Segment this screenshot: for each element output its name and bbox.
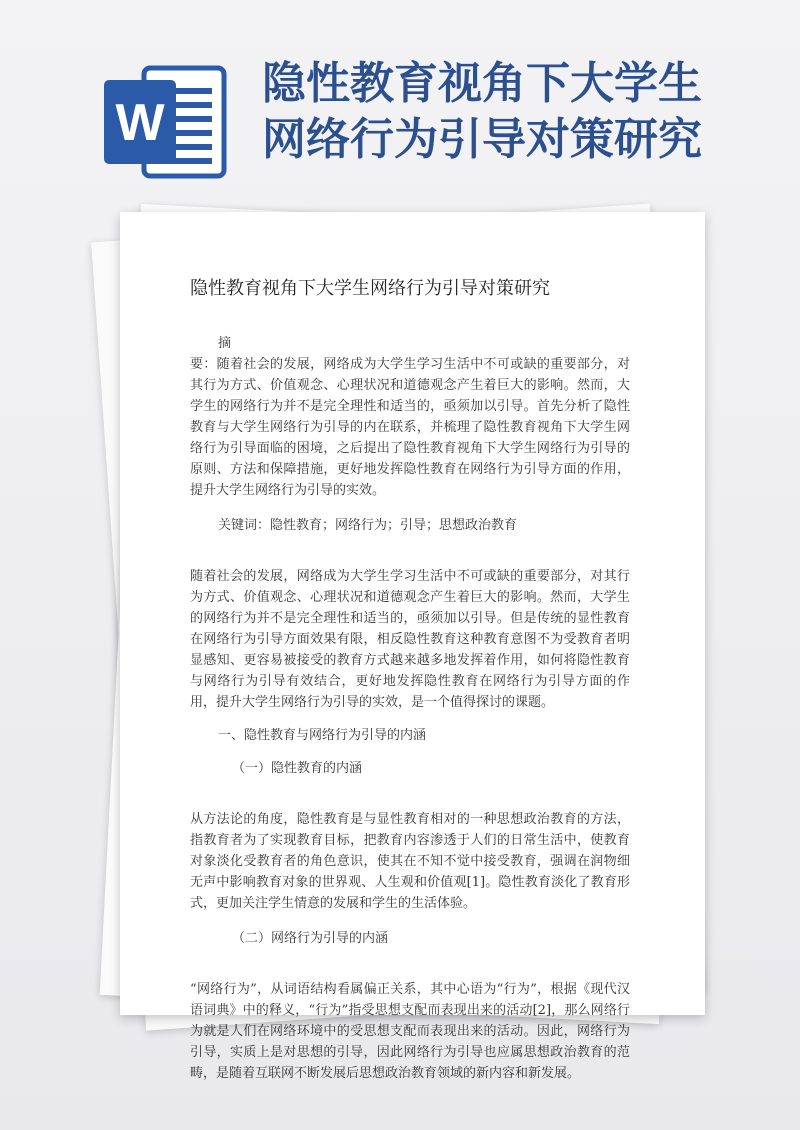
document-title: 隐性教育视角下大学生网络行为引导对策研究 xyxy=(190,278,550,299)
header-title xyxy=(262,56,782,168)
header-title-line-1: 隐性教育视角下大学生 xyxy=(262,58,702,109)
subsection-heading-1: （一）隐性教育的内涵 xyxy=(232,761,363,776)
subsection-paragraph-1: 从方法论的角度，隐性教育是与显性教育相对的一种思想政治教育的方法，指教育者为了实现教育目标，把教育内容渗透于人们的日常生活中，使教育对象淡化受教育者的角色意识，使其在不知不觉中接受教育，强调在润物细无声中影响教育对象的世界观、人生观和价值观[1]。隐性教育淡化了教育形式，更加关注学生情意的发展和学生的生活体验。 xyxy=(190,812,630,911)
abstract-text: 要：随着社会的发展，网络成为大学生学习生活中不可或缺的重要部分，对其行为方式、价值观念、心理状况和道德观念产生着巨大的影响。然而，大学生的网络行为并不是完全理性和适当的，亟须加以引导。首先分析了隐性教育与大学生网络行为引导的内在联系，并梳理了隐性教育视角下大学生网络行为引导面临的困境，之后提出了隐性教育视角下大学生网络行为引导的原则、方法和保障措施，更好地发挥隐性教育在网络行为引导方面的作用，提升大学生网络行为引导的实效。 xyxy=(190,357,630,498)
keywords: 关键词：隐性教育；网络行为；引导；思想政治教育 xyxy=(218,518,518,533)
header-title-line-2: 网络行为引导对策研究 xyxy=(262,114,702,165)
intro-paragraph: 随着社会的发展，网络成为大学生学习生活中不可或缺的重要部分，对其行为方式、价值观念、心理状况和道德观念产生着巨大的影响。然而，大学生的网络行为并不是完全理性和适当的，亟须加以引导。但是传统的显性教育在网络行为引导方面效果有限，相反隐性教育这种教育意图不为受教育者明显感知、更容易被接受的教育方式越来越多地发挥着作用，如何将隐性教育与网络行为引导有效结合，更好地发挥隐性教育在网络行为引导方面的作用，提升大学生网络行为引导的实效，是一个值得探讨的课题。 xyxy=(190,569,630,710)
word-document-icon xyxy=(100,62,228,182)
abstract-label: 摘 xyxy=(218,336,232,351)
logo-letter: W xyxy=(115,94,165,152)
document-body xyxy=(190,278,630,1084)
section-heading-1: 一、隐性教育与网络行为引导的内涵 xyxy=(218,728,427,743)
subsection-heading-2: （二）网络行为引导的内涵 xyxy=(232,931,389,946)
subsection-paragraph-2: “网络行为”，从词语结构看属偏正关系，其中心语为“行为”，根据《现代汉语词典》中的释义，“行为”指受思想支配而表现出来的活动[2]，那么网络行为就是人们在网络环境中的受思想支配而表现出来的活动。因此，网络行为引导，实质上是对思想的引导，因此网络行为引导也应属思想政治教育的范畴，是随着互联网不断发展后思想政治教育领域的新内容和新发展。 xyxy=(190,982,630,1081)
